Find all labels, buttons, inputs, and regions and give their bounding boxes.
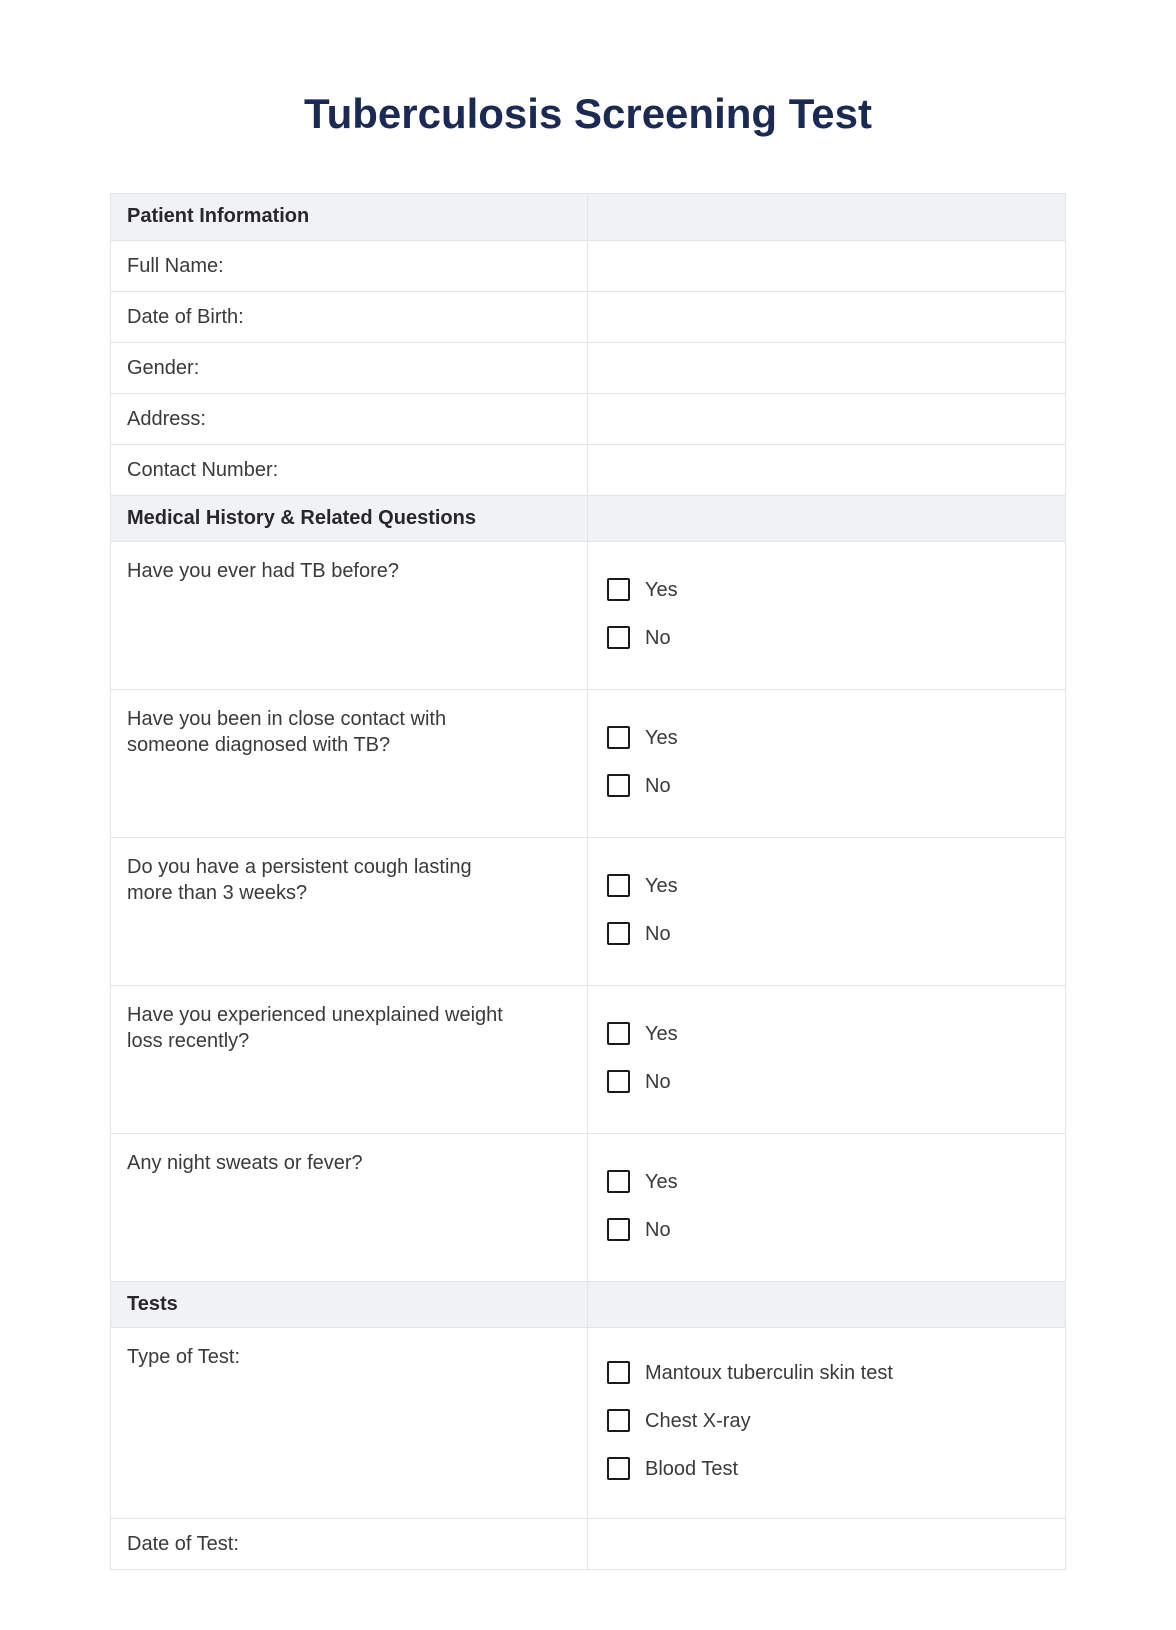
any-night-sweats-or-fever-yes-checkbox[interactable] xyxy=(607,1170,630,1193)
field-label: Date of Birth: xyxy=(127,305,244,328)
options-cell xyxy=(588,1134,1065,1281)
checkbox-option-yes xyxy=(607,874,1053,898)
checkbox-label: No xyxy=(645,1070,671,1093)
checkbox-option-chest-x-ray xyxy=(607,1409,1053,1433)
options-cell xyxy=(588,690,1065,837)
form-row-gender xyxy=(111,342,1065,393)
question-label: Have you experienced unexplained weight loss recently? xyxy=(127,1003,503,1052)
checkbox-option-mantoux-tuberculin-skin-test xyxy=(607,1361,1053,1385)
any-night-sweats-or-fever-no-checkbox[interactable] xyxy=(607,1218,630,1241)
checkbox-label: Yes xyxy=(645,874,678,897)
section-title-patient-information: Patient Information xyxy=(127,205,310,227)
form-row-have-you-ever-had-tb-before xyxy=(111,541,1065,689)
question-label: Have you been in close contact with someone diagnosed with TB? xyxy=(127,707,447,756)
options-cell xyxy=(588,838,1065,985)
label-cell xyxy=(111,1328,588,1518)
type-of-test-mantoux-tuberculin-skin-test-checkbox[interactable] xyxy=(607,1361,630,1384)
section-header-spacer xyxy=(588,194,1065,240)
checkbox-option-blood-test xyxy=(607,1457,1053,1481)
field-value-area-date-of-birth[interactable] xyxy=(588,292,1065,342)
do-you-have-a-persistent-cough-lasting-more-than-3-weeks-yes-checkbox[interactable] xyxy=(607,874,630,897)
form-row-have-you-experienced-unexplained-weight-loss-recently xyxy=(111,985,1065,1133)
label-cell xyxy=(111,690,588,837)
options-cell xyxy=(588,1328,1065,1518)
field-value-area-contact-number[interactable] xyxy=(588,445,1065,495)
checkbox-option-yes xyxy=(607,578,1053,602)
checkbox-option-no xyxy=(607,1070,1053,1094)
type-of-test-blood-test-checkbox[interactable] xyxy=(607,1457,630,1480)
section-title-medical-history-related-questions: Medical History & Related Questions xyxy=(127,506,476,529)
form-row-any-night-sweats-or-fever xyxy=(111,1133,1065,1281)
section-header-spacer xyxy=(588,496,1065,541)
have-you-experienced-unexplained-weight-loss-recently-no-checkbox[interactable] xyxy=(607,1070,630,1093)
question-label: Have you ever had TB before? xyxy=(127,559,400,582)
checkbox-label: Yes xyxy=(645,1022,678,1045)
section-header-cell xyxy=(111,194,588,240)
label-cell xyxy=(111,241,588,291)
options-cell xyxy=(588,986,1065,1133)
label-cell xyxy=(111,394,588,444)
type-of-test-chest-x-ray-checkbox[interactable] xyxy=(607,1409,630,1432)
have-you-experienced-unexplained-weight-loss-recently-yes-checkbox[interactable] xyxy=(607,1022,630,1045)
form-row-have-you-been-in-close-contact-with-someone-diagnosed-with-tb xyxy=(111,689,1065,837)
checkbox-label: No xyxy=(645,922,671,945)
section-row-patient-information xyxy=(111,194,1065,240)
checkbox-label: Chest X-ray xyxy=(645,1409,751,1432)
form-row-date-of-test xyxy=(111,1518,1065,1569)
have-you-ever-had-tb-before-no-checkbox[interactable] xyxy=(607,626,630,649)
section-header-cell xyxy=(111,1282,588,1327)
have-you-been-in-close-contact-with-someone-diagnosed-with-tb-yes-checkbox[interactable] xyxy=(607,726,630,749)
options-cell xyxy=(588,542,1065,689)
form-row-do-you-have-a-persistent-cough-lasting-more-than-3-weeks xyxy=(111,837,1065,985)
checkbox-option-yes xyxy=(607,1170,1053,1194)
checkbox-option-yes xyxy=(607,1022,1053,1046)
checkbox-option-no xyxy=(607,922,1053,946)
section-title-tests: Tests xyxy=(127,1292,178,1315)
checkbox-label: Blood Test xyxy=(645,1457,739,1480)
field-label: Gender: xyxy=(127,356,200,379)
field-value-area-full-name[interactable] xyxy=(588,241,1065,291)
have-you-ever-had-tb-before-yes-checkbox[interactable] xyxy=(607,578,630,601)
checkbox-label: Yes xyxy=(645,578,678,601)
checkbox-label: Mantoux tuberculin skin test xyxy=(645,1361,893,1384)
checkbox-label: No xyxy=(645,1218,671,1241)
label-cell xyxy=(111,1134,588,1281)
form-row-date-of-birth xyxy=(111,291,1065,342)
label-cell xyxy=(111,445,588,495)
field-label: Type of Test: xyxy=(127,1345,241,1368)
section-header-spacer xyxy=(588,1282,1065,1327)
checkbox-label: No xyxy=(645,774,671,797)
question-label: Do you have a persistent cough lasting more than 3 weeks? xyxy=(127,855,472,904)
label-cell xyxy=(111,838,588,985)
form-row-full-name xyxy=(111,240,1065,291)
do-you-have-a-persistent-cough-lasting-more-than-3-weeks-no-checkbox[interactable] xyxy=(607,922,630,945)
label-cell xyxy=(111,292,588,342)
form-row-contact-number xyxy=(111,444,1065,495)
form-row-address xyxy=(111,393,1065,444)
checkbox-option-no xyxy=(607,626,1053,650)
checkbox-option-yes xyxy=(607,726,1053,750)
section-header-cell xyxy=(111,496,588,541)
label-cell xyxy=(111,986,588,1133)
field-value-area-date-of-test[interactable] xyxy=(588,1519,1065,1569)
label-cell xyxy=(111,343,588,393)
field-label: Address: xyxy=(127,407,206,430)
question-label: Any night sweats or fever? xyxy=(127,1151,363,1174)
section-row-medical-history-related-questions xyxy=(111,495,1065,541)
field-label: Full Name: xyxy=(127,254,224,277)
checkbox-label: Yes xyxy=(645,1170,678,1193)
field-label: Contact Number: xyxy=(127,458,279,481)
form-row-type-of-test xyxy=(111,1327,1065,1518)
checkbox-label: Yes xyxy=(645,726,678,749)
have-you-been-in-close-contact-with-someone-diagnosed-with-tb-no-checkbox[interactable] xyxy=(607,774,630,797)
field-value-area-gender[interactable] xyxy=(588,343,1065,393)
label-cell xyxy=(111,1519,588,1569)
checkbox-option-no xyxy=(607,774,1053,798)
section-row-tests xyxy=(111,1281,1065,1327)
checkbox-label: No xyxy=(645,626,671,649)
checkbox-option-no xyxy=(607,1218,1053,1242)
page-title: Tuberculosis Screening Test xyxy=(304,90,872,137)
screening-form-table xyxy=(110,193,1066,1570)
label-cell xyxy=(111,542,588,689)
field-value-area-address[interactable] xyxy=(588,394,1065,444)
field-label: Date of Test: xyxy=(127,1532,239,1555)
